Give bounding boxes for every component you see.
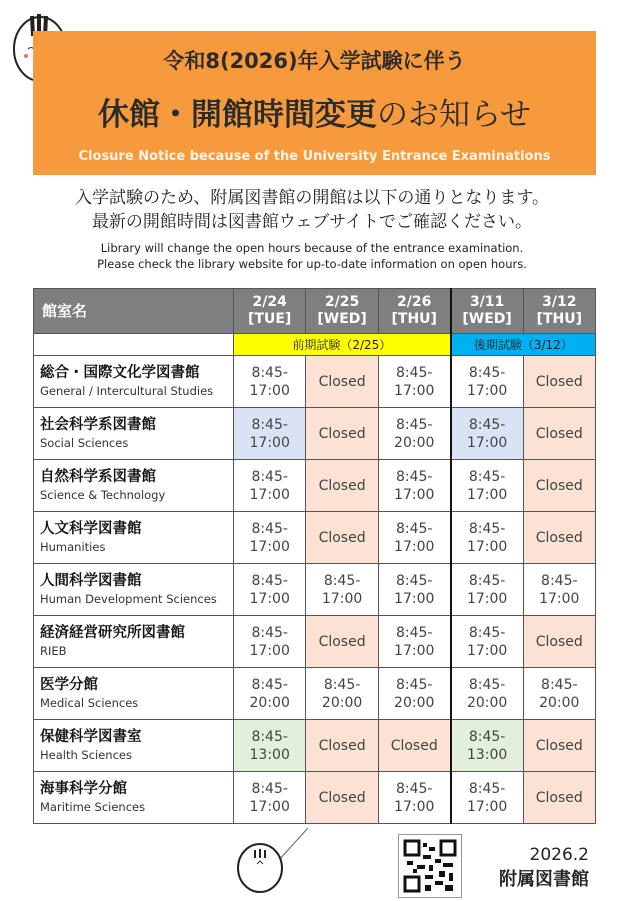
hours-close: 17:00 xyxy=(249,434,290,451)
library-name-jp: 保健科学図書室 xyxy=(40,728,142,745)
hours-close: 20:00 xyxy=(539,694,580,711)
hours-open: 8:45- xyxy=(251,520,288,537)
hours-close: 17:00 xyxy=(466,590,508,607)
hours-close: 17:00 xyxy=(249,798,290,815)
hours-cell xyxy=(234,512,306,564)
library-name-cell xyxy=(34,512,234,564)
table-row xyxy=(34,460,596,512)
hours-close: 17:00 xyxy=(466,642,508,659)
hours-open: 8:45- xyxy=(468,468,506,485)
library-name-en: Science & Technology xyxy=(40,487,166,502)
hours-cell xyxy=(306,564,378,616)
closed-cell xyxy=(523,356,595,408)
intro-en-line2: Please check the library website for up-to-date information on open hours. xyxy=(97,257,527,271)
hours-cell xyxy=(451,772,523,824)
table-row xyxy=(34,564,596,616)
closed-label: Closed xyxy=(535,789,583,806)
library-name-cell xyxy=(34,720,234,772)
closed-label: Closed xyxy=(318,373,366,390)
footer xyxy=(499,845,589,891)
title-banner xyxy=(33,31,596,175)
library-name-en: Health Sciences xyxy=(40,747,132,762)
hours-open: 8:45- xyxy=(395,572,433,589)
closed-cell xyxy=(523,460,595,512)
library-name-jp: 社会科学系図書館 xyxy=(40,416,156,433)
hours-close: 17:00 xyxy=(394,538,435,555)
hours-open: 8:45- xyxy=(251,728,288,745)
hours-close: 20:00 xyxy=(466,694,508,711)
hours-cell xyxy=(378,772,450,824)
library-name-en: RIEB xyxy=(40,643,67,658)
closed-cell xyxy=(523,408,595,460)
library-name-cell xyxy=(34,668,234,720)
library-name-jp: 海事科学分館 xyxy=(40,780,127,797)
closed-cell xyxy=(523,512,595,564)
hours-open: 8:45- xyxy=(541,572,578,589)
closed-label: Closed xyxy=(535,373,583,390)
hours-close: 17:00 xyxy=(466,382,508,399)
hours-open: 8:45- xyxy=(395,364,433,381)
hours-cell xyxy=(523,564,595,616)
library-name-cell xyxy=(34,772,234,824)
hours-close: 17:00 xyxy=(466,538,508,555)
hours-close: 17:00 xyxy=(249,382,290,399)
hours-open: 8:45- xyxy=(468,364,506,381)
closed-cell xyxy=(523,720,595,772)
hours-close: 17:00 xyxy=(249,538,290,555)
hours-close: 20:00 xyxy=(321,694,363,711)
library-name-en: General / Intercultural Studies xyxy=(40,383,214,398)
hours-cell xyxy=(451,408,523,460)
hours-close: 17:00 xyxy=(249,486,290,503)
column-header-library: 館室名 xyxy=(34,289,234,334)
hours-open: 8:45- xyxy=(395,520,433,537)
issue-date: 2026.2 xyxy=(529,845,589,865)
hours-cell xyxy=(451,460,523,512)
table-row xyxy=(34,668,596,720)
table-header-row xyxy=(34,289,596,334)
hours-cell xyxy=(234,460,306,512)
hours-close: 17:00 xyxy=(466,798,508,815)
hours-open: 8:45- xyxy=(468,520,506,537)
library-name-en: Maritime Sciences xyxy=(40,799,146,814)
table-row xyxy=(34,772,596,824)
banner-title-rest: のお知らせ xyxy=(376,97,532,133)
hours-open: 8:45- xyxy=(395,624,433,641)
qr-code-icon xyxy=(399,835,461,897)
hours-open: 8:45- xyxy=(323,676,361,693)
hours-open: 8:45- xyxy=(323,572,361,589)
hours-close: 17:00 xyxy=(249,590,290,607)
closed-cell xyxy=(523,772,595,824)
hours-open: 8:45- xyxy=(251,416,288,433)
hours-close: 17:00 xyxy=(539,590,580,607)
hours-cell xyxy=(378,356,450,408)
library-name-jp: 医学分館 xyxy=(40,676,98,693)
hours-close: 17:00 xyxy=(394,382,435,399)
hours-cell xyxy=(451,512,523,564)
hours-open: 8:45- xyxy=(395,416,433,433)
hours-open: 8:45- xyxy=(251,676,288,693)
hours-close: 17:00 xyxy=(394,642,435,659)
hours-open: 8:45- xyxy=(468,416,506,433)
library-name-en: Social Sciences xyxy=(40,435,129,450)
hours-cell xyxy=(234,564,306,616)
column-header-date: 2/24 [TUE] xyxy=(234,289,306,334)
banner-subtitle-en: Closure Notice because of the University Entrance Examinations xyxy=(78,149,551,164)
hours-cell xyxy=(234,720,306,772)
hours-open: 8:45- xyxy=(251,780,288,797)
library-name-en: Medical Sciences xyxy=(40,695,139,710)
hours-open: 8:45- xyxy=(541,676,578,693)
hours-cell xyxy=(378,408,450,460)
library-name-cell xyxy=(34,564,234,616)
closed-cell xyxy=(523,616,595,668)
hours-open: 8:45- xyxy=(395,676,433,693)
closed-label: Closed xyxy=(318,529,366,546)
hours-open: 8:45- xyxy=(251,624,288,641)
hours-cell xyxy=(378,460,450,512)
hours-table xyxy=(33,288,596,824)
library-name-cell xyxy=(34,460,234,512)
closed-label: Closed xyxy=(535,633,583,650)
column-header-date: 3/11 [WED] xyxy=(451,289,523,334)
hours-close: 17:00 xyxy=(466,434,508,451)
hours-cell xyxy=(234,616,306,668)
library-name-cell xyxy=(34,616,234,668)
hours-cell xyxy=(306,668,378,720)
intro-en xyxy=(0,240,624,272)
qr-code[interactable] xyxy=(398,834,462,898)
closed-label: Closed xyxy=(318,425,366,442)
hours-cell xyxy=(378,564,450,616)
exam-period-row xyxy=(34,334,596,356)
closed-cell xyxy=(306,512,378,564)
library-name-jp: 自然科学系図書館 xyxy=(40,468,156,485)
intro-jp-line1: 入学試験のため、附属図書館の開館は以下の通りとなります。 xyxy=(75,188,549,208)
hours-open: 8:45- xyxy=(251,364,288,381)
closed-cell xyxy=(306,460,378,512)
closed-cell xyxy=(378,720,450,772)
hours-close: 13:00 xyxy=(249,746,290,763)
hours-open: 8:45- xyxy=(468,572,506,589)
table-row xyxy=(34,356,596,408)
hours-close: 20:00 xyxy=(249,694,290,711)
second-exam-label: 後期試験（3/12） xyxy=(451,334,596,356)
library-name-jp: 経済経営研究所図書館 xyxy=(40,624,185,641)
intro-jp xyxy=(0,186,624,234)
hours-close: 13:00 xyxy=(466,746,508,763)
table-row xyxy=(34,512,596,564)
banner-title-line1: 令和8(2026)年入学試験に伴う xyxy=(163,49,466,73)
hours-close: 17:00 xyxy=(394,798,435,815)
closed-label: Closed xyxy=(535,737,583,754)
hours-close: 17:00 xyxy=(466,486,508,503)
banner-title-line2 xyxy=(33,89,596,134)
closed-label: Closed xyxy=(318,737,366,754)
closed-label: Closed xyxy=(535,529,583,546)
hours-close: 17:00 xyxy=(394,486,435,503)
closed-cell xyxy=(306,720,378,772)
hours-close: 20:00 xyxy=(394,434,435,451)
hours-open: 8:45- xyxy=(395,468,433,485)
hours-cell xyxy=(234,668,306,720)
closed-label: Closed xyxy=(535,425,583,442)
library-name-jp: 人間科学図書館 xyxy=(40,572,142,589)
hours-cell xyxy=(234,408,306,460)
column-header-date: 3/12 [THU] xyxy=(523,289,595,334)
closed-cell xyxy=(306,772,378,824)
closed-label: Closed xyxy=(318,477,366,494)
hours-close: 17:00 xyxy=(321,590,363,607)
hours-cell xyxy=(234,356,306,408)
hours-open: 8:45- xyxy=(395,780,433,797)
column-header-date: 2/26 [THU] xyxy=(378,289,450,334)
intro-jp-line2: 最新の開館時間は図書館ウェブサイトでご確認ください。 xyxy=(91,212,533,232)
hours-cell xyxy=(234,772,306,824)
hours-cell xyxy=(451,564,523,616)
closed-cell xyxy=(306,408,378,460)
intro-en-line1: Library will change the open hours because of the entrance examination. xyxy=(100,241,524,255)
table-row xyxy=(34,408,596,460)
closed-label: Closed xyxy=(535,477,583,494)
hours-cell xyxy=(378,616,450,668)
mascot-small-illustration xyxy=(228,826,318,896)
closed-label: Closed xyxy=(318,633,366,650)
hours-cell xyxy=(451,668,523,720)
closed-cell xyxy=(306,616,378,668)
hours-open: 8:45- xyxy=(251,572,288,589)
hours-open: 8:45- xyxy=(468,780,506,797)
blank-cell xyxy=(34,334,234,356)
library-name-en: Human Development Sciences xyxy=(40,591,217,606)
table-row xyxy=(34,616,596,668)
hours-cell xyxy=(378,512,450,564)
column-header-date: 2/25 [WED] xyxy=(306,289,378,334)
library-name-cell xyxy=(34,356,234,408)
hours-cell xyxy=(451,720,523,772)
table-row xyxy=(34,720,596,772)
hours-open: 8:45- xyxy=(468,676,506,693)
library-name: 附属図書館 xyxy=(499,869,589,890)
library-name-jp: 人文科学図書館 xyxy=(40,520,142,537)
hours-cell xyxy=(378,668,450,720)
hours-close: 17:00 xyxy=(394,590,435,607)
hours-open: 8:45- xyxy=(468,624,506,641)
hours-open: 8:45- xyxy=(251,468,288,485)
first-exam-label: 前期試験（2/25） xyxy=(234,334,451,356)
hours-close: 17:00 xyxy=(249,642,290,659)
banner-title-bold: 休館・開館時間変更 xyxy=(97,97,377,133)
hours-close: 20:00 xyxy=(394,694,435,711)
hours-cell xyxy=(523,668,595,720)
closed-label: Closed xyxy=(318,789,366,806)
hours-cell xyxy=(451,616,523,668)
library-name-cell xyxy=(34,408,234,460)
hours-cell xyxy=(451,356,523,408)
closed-label: Closed xyxy=(390,737,438,754)
closed-cell xyxy=(306,356,378,408)
library-name-en: Humanities xyxy=(40,539,106,554)
library-name-jp: 総合・国際文化学図書館 xyxy=(40,364,200,381)
hours-open: 8:45- xyxy=(468,728,506,745)
